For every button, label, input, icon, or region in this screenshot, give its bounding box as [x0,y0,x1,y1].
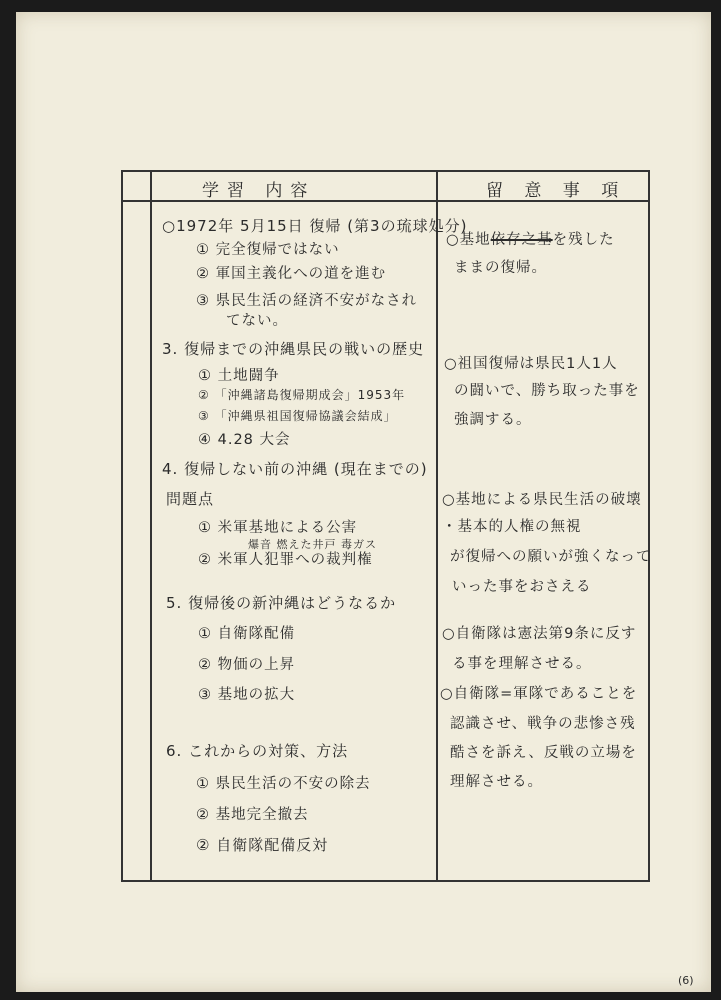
section-3-title: 4. 復帰しない前の沖縄 (現在までの) [162,460,428,478]
section-2-item: ① 土地闘争 [198,368,280,384]
section-2-item: ③ 「沖縄県祖国復帰協議会結成」 [198,409,397,423]
page-number: (6) [678,974,694,987]
note-3-line: ・基本的人権の無視 [442,519,582,535]
note-1-line [446,228,615,249]
note-5-line: 理解させる。 [450,774,543,790]
section-5-item: ② 自衛隊配備反対 [196,836,329,854]
note-2-line: の闘いで、勝ち取った事を [454,383,640,399]
section-2-item: ② 「沖縄諸島復帰期成会」1953年 [198,388,406,402]
note-2-line: 強調する。 [454,412,532,428]
section-1-item: ③ 県民生活の経済不安がなされ [196,293,418,309]
table-column-divider [436,170,438,882]
note-1-struck-text: 依存之基 [490,232,553,248]
section-3-title-cont: 問題点 [166,490,215,508]
header-notes: 留 意 事 項 [486,181,627,201]
document-page [16,12,711,992]
table-left-border [121,170,123,882]
note-3-line: いった事をおさえる [452,579,592,595]
section-2-title: 3. 復帰までの沖縄県民の戦いの歴史 [162,340,425,358]
header-learning-content: 学習 内容 [202,181,316,201]
note-3-line: ○基地による県民生活の破壊 [442,492,642,508]
section-3-item: ① 米軍基地による公害 [198,520,358,536]
section-3-item-detail: 爆音 燃えた井戸 毒ガス [248,538,377,551]
section-1-item: ① 完全復帰ではない [196,242,340,258]
note-4-line: ○自衛隊は憲法第9条に反す [442,626,637,642]
section-4-item: ③ 基地の拡大 [198,687,296,703]
section-1-item: ② 軍国主義化への道を進む [196,266,387,282]
note-5-line: ○自衛隊=軍隊であることを [440,686,638,702]
table-top-border [121,170,649,172]
section-1-title: ○1972年 5月15日 復帰 (第3の琉球処分) [162,217,468,235]
note-1-text: ○基地 [446,232,491,248]
section-5-title: 6. これからの対策、方法 [166,742,349,760]
section-5-item: ① 県民生活の不安の除去 [196,776,371,792]
table-right-border [648,170,650,882]
note-3-line: が復帰への願いが強くなって [450,549,652,565]
section-2-item: ④ 4.28 大会 [198,432,291,448]
section-4-title: 5. 復帰後の新沖縄はどうなるか [166,594,397,612]
note-4-line: る事を理解させる。 [452,656,592,672]
section-5-item: ② 基地完全撤去 [196,807,309,823]
section-4-item: ① 自衛隊配備 [198,626,296,642]
section-1-item-cont: てない。 [226,313,288,329]
table-margin-line [150,170,152,882]
table-bottom-border [121,880,649,882]
section-4-item: ② 物価の上昇 [198,657,296,673]
section-3-item: ② 米軍人犯罪への裁判権 [198,552,373,568]
note-1-line: ままの復帰。 [454,260,547,276]
note-5-line: 酷さを訴え、反戦の立場を [450,745,637,761]
note-5-line: 認識させ、戦争の悲惨さ残 [450,716,636,732]
note-1-text: を残した [552,232,615,248]
note-2-line: ○祖国復帰は県民1人1人 [444,356,618,372]
